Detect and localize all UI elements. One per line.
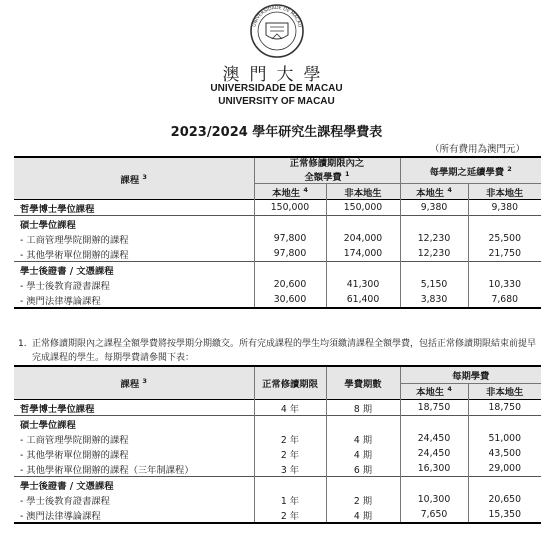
col-period: 正常修讀期限 bbox=[254, 366, 326, 400]
table-row: - 學士後教育證書課程 20,600 41,300 5,150 10,330 bbox=[14, 277, 541, 292]
fee-table-instalments bbox=[14, 365, 541, 524]
table-row: 學士後證書 / 文憑課程 bbox=[14, 262, 541, 278]
col-programme: 課程 $^3$ bbox=[120, 172, 147, 186]
sub-nonlocal: 非本地生 bbox=[468, 383, 541, 400]
table-row: 碩士學位課程 bbox=[14, 216, 541, 232]
table-row: 哲學博士學位課程 150,000 150,000 9,380 9,380 bbox=[14, 200, 541, 216]
university-name-cn: 澳門大學 bbox=[222, 65, 331, 85]
table-row: - 其他學術單位開辦的課程（三年制課程） 3 年 6 期 16,300 29,000 bbox=[14, 461, 541, 477]
col-full-fee: 正常修讀期限內之 全額學費 $^1$ bbox=[254, 157, 400, 184]
fee-table-main bbox=[14, 156, 541, 309]
sub-local: 本地生 $^4$ bbox=[400, 184, 468, 200]
table-header-row bbox=[14, 366, 541, 383]
university-name-en: UNIVERSITY OF MACAU bbox=[218, 96, 335, 107]
col-programme: 課程 $^3$ bbox=[120, 376, 147, 390]
footnote-1: 1. 正常修讀期限內之課程全額學費將按學期分期繳交。所有完成課程的學生均須繳清課程全額學費，包括正常修讀期限結束前提早完成課程的學生。每期學費請參閱下表： bbox=[18, 339, 537, 363]
table-row: - 工商管理學院開辦的課程 2 年 4 期 24,450 51,000 bbox=[14, 431, 541, 446]
table-row: 碩士學位課程 bbox=[14, 416, 541, 432]
col-instalments: 學費期數 bbox=[326, 366, 400, 400]
table-row: - 其他學術單位開辦的課程 97,800 174,000 12,230 21,750 bbox=[14, 246, 541, 262]
table-row: - 工商管理學院開辦的課程 97,800 204,000 12,230 25,500 bbox=[14, 231, 541, 246]
table-row: - 澳門法律導論課程 30,600 61,400 3,830 7,680 bbox=[14, 292, 541, 308]
page-title: 2023/2024 學年研究生課程學費表 bbox=[170, 125, 383, 140]
currency-note: （所有費用為澳門元） bbox=[429, 144, 525, 155]
col-extended-fee: 每學期之延續學費 $^2$ bbox=[400, 157, 541, 184]
sub-local: 本地生 $^4$ bbox=[254, 184, 326, 200]
sub-local: 本地生 $^4$ bbox=[400, 383, 468, 400]
table-row: - 學士後教育證書課程 1 年 2 期 10,300 20,650 bbox=[14, 492, 541, 507]
table-row: 學士後證書 / 文憑課程 bbox=[14, 477, 541, 493]
sub-nonlocal: 非本地生 bbox=[468, 184, 541, 200]
table-row: 哲學博士學位課程 4 年 8 期 18,750 18,750 bbox=[14, 400, 541, 416]
col-fee-per-instalment: 每期學費 bbox=[400, 366, 541, 383]
table-header-row bbox=[14, 157, 541, 184]
sub-nonlocal: 非本地生 bbox=[326, 184, 400, 200]
seal-text: UNIVERSIDADE DE MACAU bbox=[252, 5, 302, 28]
university-name-pt: UNIVERSIDADE DE MACAU bbox=[210, 83, 343, 94]
table-row: - 澳門法律導論課程 2 年 4 期 7,650 15,350 bbox=[14, 507, 541, 523]
table-row: - 其他學術單位開辦的課程 2 年 4 期 24,450 43,500 bbox=[14, 446, 541, 461]
university-seal bbox=[232, 3, 322, 59]
